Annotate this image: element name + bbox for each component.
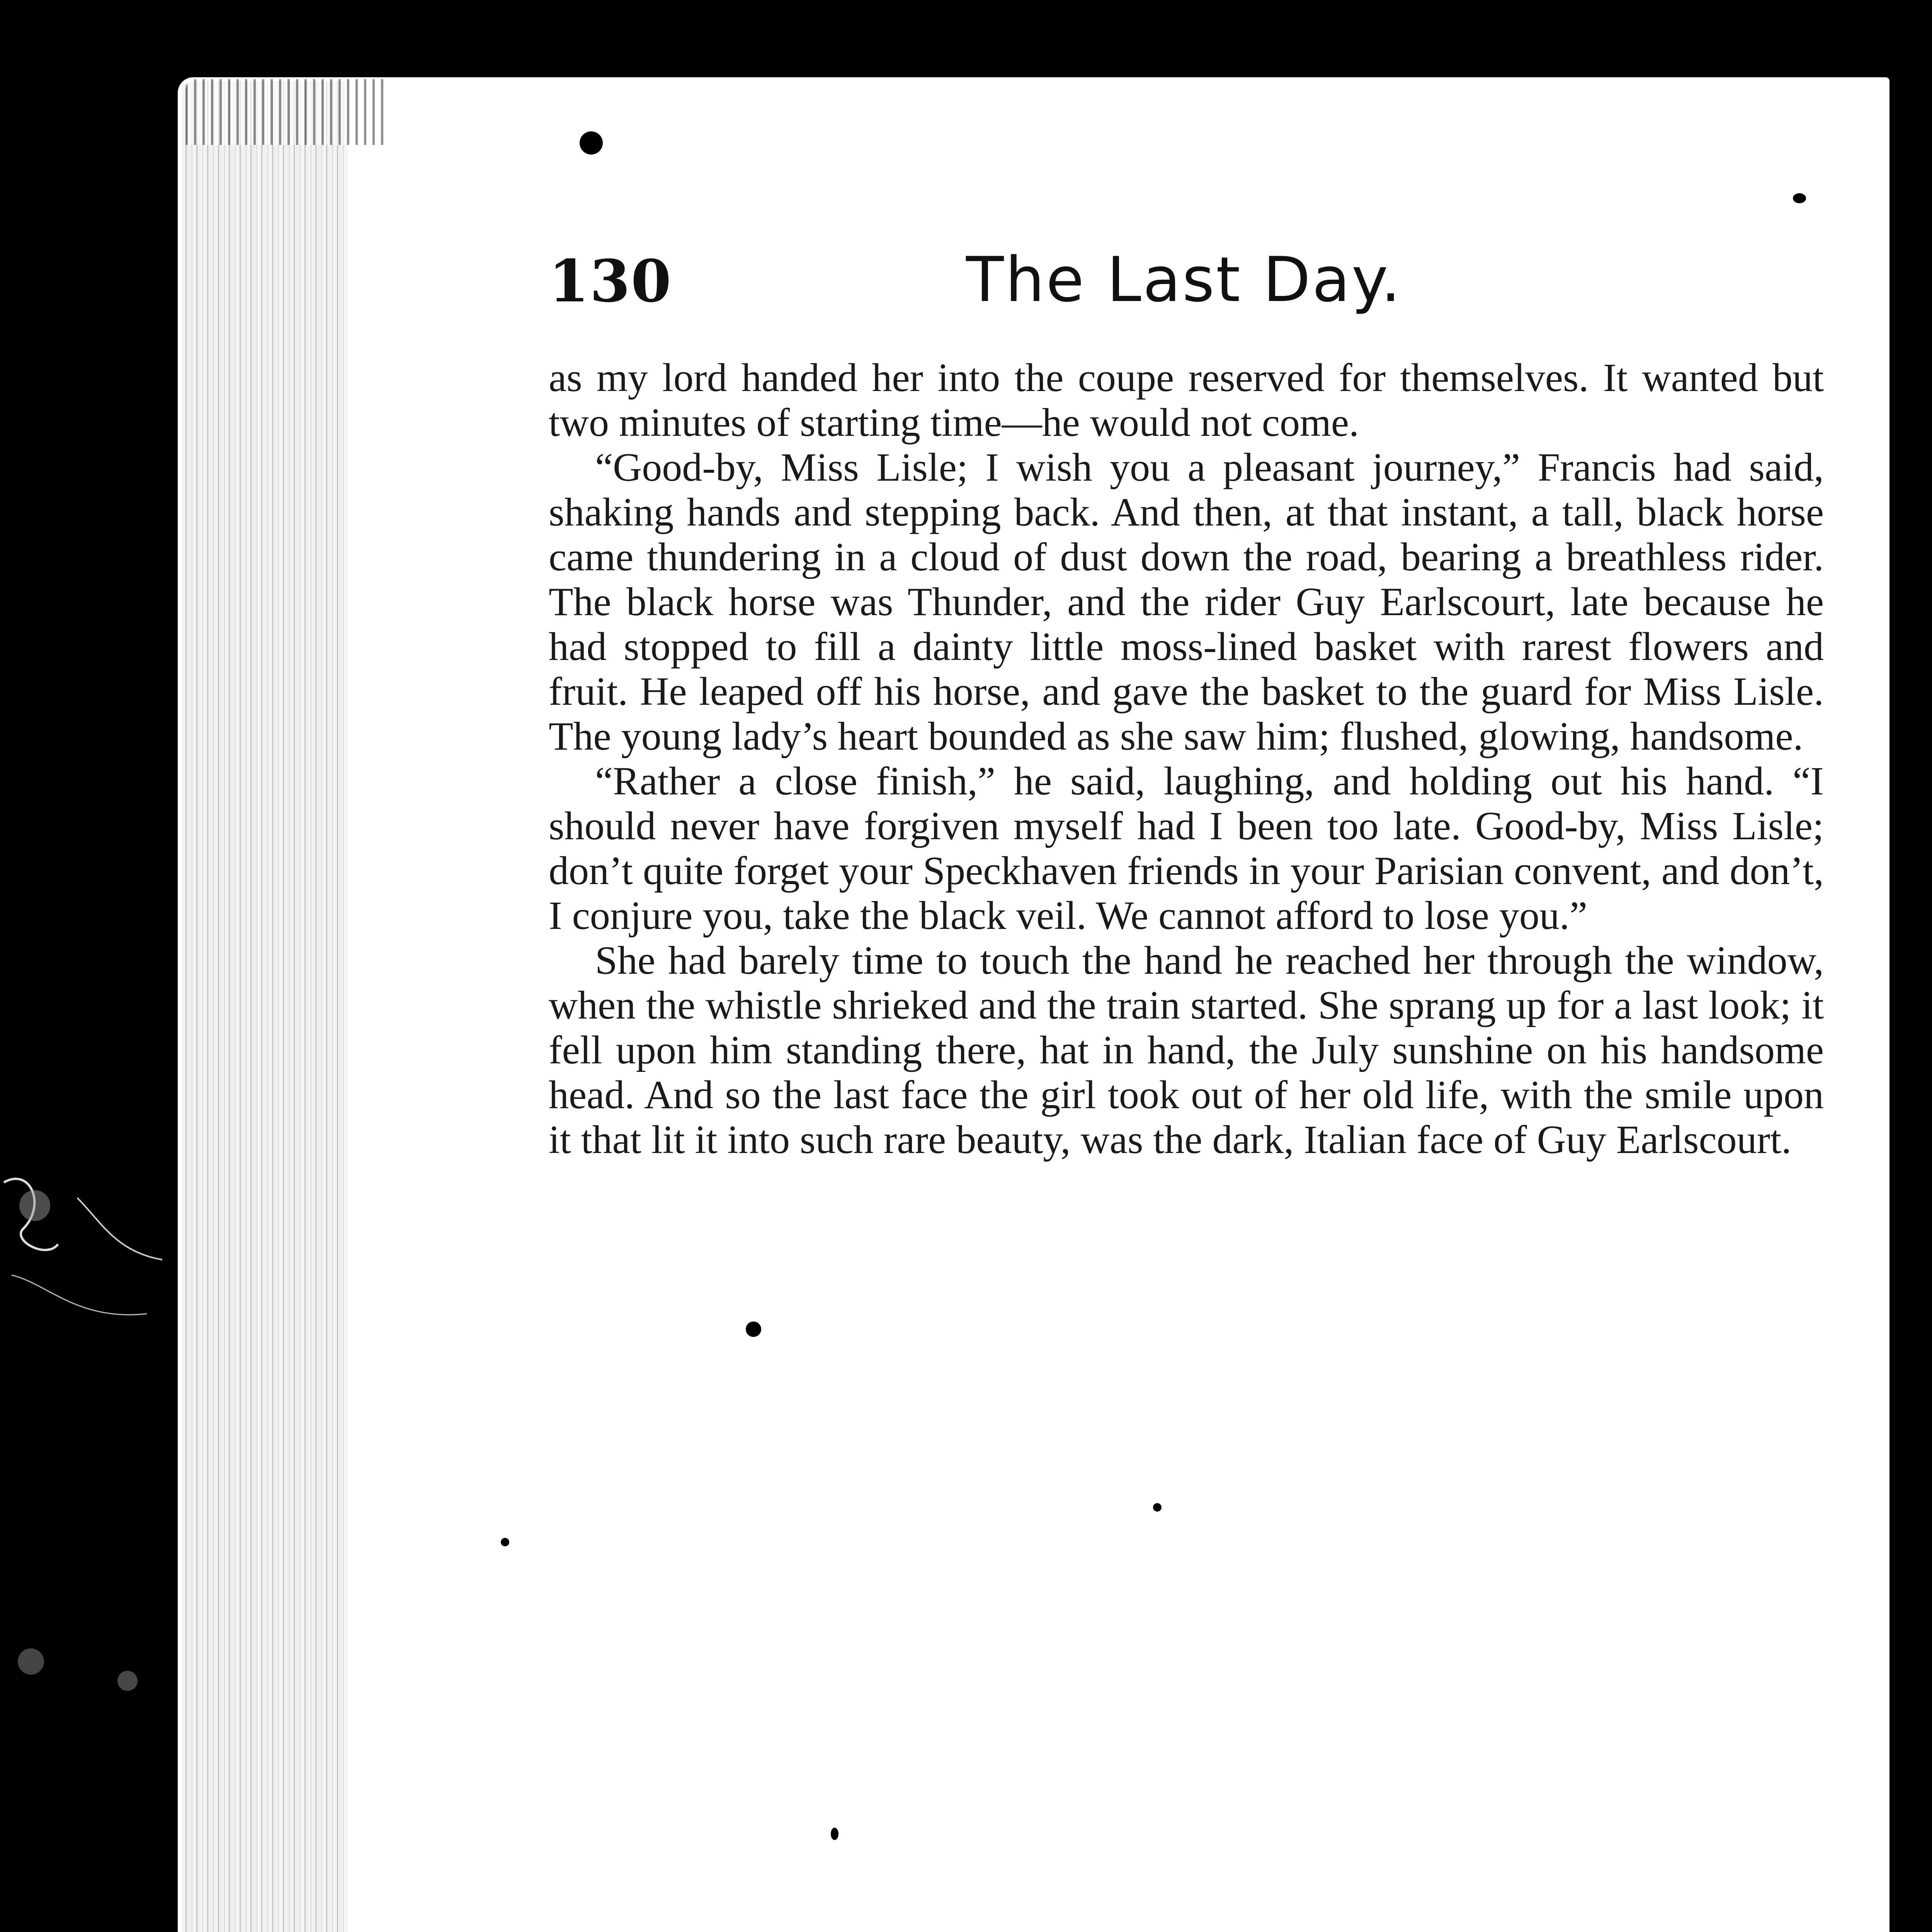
book-gutter (1889, 58, 1932, 1932)
paragraph: as my lord handed her into the coupe reserved for themselves. It wanted but two minutes of starting time—he would not come. (549, 355, 1824, 445)
running-title: The Last Day. (966, 243, 1402, 316)
ink-speck (580, 131, 603, 155)
running-head (549, 243, 1855, 328)
paragraph: She had barely time to touch the hand he reached her through the window, when the whistle shrieked and the train started. She sprang up for a last look; it fell upon him standing there, hat in hand, the July sunshine on his handsome head. And so the last face the girl took out of her old life, with the smile upon it that lit it into such rare beauty, was the dark, Italian face of Guy Earlscourt. (549, 938, 1824, 1162)
paragraph: “Good-by, Miss Lisle; I wish you a pleasant journey,” Francis had said, shaking hands and stepping back. And then, at that instant, a tall, black horse came thundering in a cloud of dust down the road, bearing a breathless rider. The black horse was Thunder, and the rider Guy Earlscourt, late because he had stopped to fill a dainty little moss-lined basket with rarest flowers and fruit. He leaped off his horse, and gave the basket to the guard for Miss Lisle. The young lady’s heart bounded as she saw him; flushed, glowing, handsome. (549, 445, 1824, 759)
ink-speck (1153, 1503, 1162, 1512)
page-top-wear (185, 79, 386, 145)
left-margin-debris (0, 1159, 162, 1739)
body-text (549, 355, 1824, 1162)
ink-speck (831, 1828, 838, 1840)
page-number: 130 (549, 247, 672, 315)
page-edge-stack (182, 81, 348, 1932)
ink-speck (1793, 193, 1806, 203)
ink-speck (501, 1538, 509, 1546)
paragraph: “Rather a close finish,” he said, laughing, and holding out his hand. “I should never have forgiven myself had I been too late. Good-by, Miss Lisle; don’t quite forget your Speckhaven friends in your Parisian convent, and don’t, I conjure you, take the black veil. We cannot afford to lose you.” (549, 759, 1824, 938)
ink-speck (746, 1321, 761, 1337)
